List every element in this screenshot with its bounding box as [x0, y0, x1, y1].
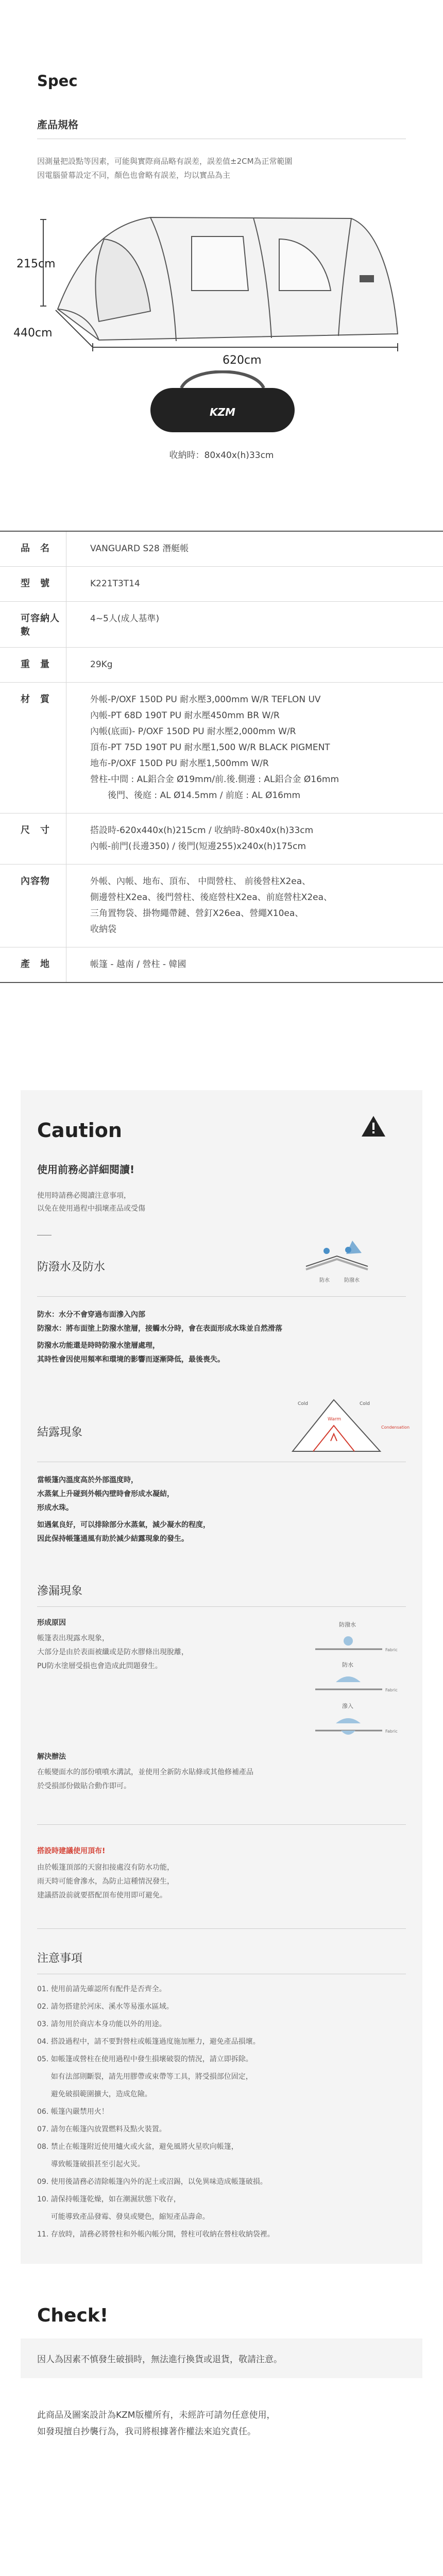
notice-item: 02. 請勿搭建於河床、溪水等易漲水區域。: [37, 2003, 174, 2011]
seepage-title: 滲漏現象: [37, 1585, 83, 1598]
notice-item: 可能導致產品發霉、發臭或變色，縮短產品壽命。: [37, 2213, 210, 2221]
notice-item: 03. 請勿用於商店本身功能以外的用途。: [37, 2020, 166, 2028]
spec-note: [37, 155, 406, 182]
warning-icon: [361, 1115, 386, 1138]
spec-row-label: 內容物: [21, 876, 50, 887]
fig-label: 防水: [319, 1278, 330, 1283]
spec-table-row: [0, 567, 443, 602]
spec-value-line: 內帳-前門(長邊350) / 後門(短邊255)x240x(h)175cm: [90, 841, 306, 852]
spec-value-line: 地布-P/OXF 150D PU 耐水壓1,500mm W/R: [90, 758, 269, 769]
fig-label: Fabric: [385, 1729, 398, 1734]
seepage-fix-title: 解決辦法: [37, 1753, 66, 1761]
spec-note-line: 因測量把設點等因素，可能與實際商品略有誤差，誤差值±2CM為正常範圍: [37, 157, 293, 166]
spec-row-value: [66, 648, 443, 682]
text-line: 因此保持帳篷通風有助於減少結露現象的發生。: [37, 1535, 189, 1543]
spec-value-line: 4~5人(成人基準): [90, 614, 160, 624]
caution-intro: [37, 1190, 406, 1215]
spec-value-line: 外帳-P/OXF 150D PU 耐水壓3,000mm W/R TEFLON UV: [90, 694, 321, 705]
spec-value-line: 後門、後庭 : AL Ø14.5mm / 前庭 : AL Ø16mm: [90, 790, 301, 801]
caution-section: [0, 1090, 443, 2264]
notice-title: 注意事項: [37, 1952, 83, 1965]
recommend-title: 搭設時建議使用頂布!: [37, 1847, 106, 1855]
spec-value-line: VANGUARD S28 潛艇帳: [90, 544, 189, 554]
seepage-cause-title: 形成原因: [37, 1619, 66, 1627]
copyright-line: 如發現擅自抄襲行為，我司將根據著作權法來追究責任。: [37, 2427, 256, 2437]
spec-value-line: 收納袋: [90, 924, 116, 935]
page-bottom-spacer: [0, 2440, 443, 2461]
bag-caption: 收納時：80x40x(h)33cm: [169, 450, 274, 461]
text-line: 在帳變面水的部份噴噴水溝試，並使用全新防水貼條或其他修補產品: [37, 1768, 253, 1776]
waterproof-header: [37, 1235, 406, 1292]
caution-box: [21, 1090, 422, 2264]
spec-value-line: K221T3T14: [90, 579, 140, 589]
spec-table: [0, 531, 443, 983]
fig-label: 防潑水: [344, 1278, 360, 1283]
condensation-title: 結露現象: [37, 1426, 83, 1439]
spec-table-row: [0, 683, 443, 814]
fig-label: Condensation: [381, 1425, 410, 1430]
spec-row-value: [66, 683, 443, 813]
spec-table-row: [0, 602, 443, 648]
fig-label: 防水: [342, 1662, 353, 1668]
check-section: [0, 2305, 443, 2378]
seepage-fix: [37, 1751, 406, 1793]
caution-subtitle: 使用前務必詳細閱讀!: [37, 1163, 135, 1176]
tent-illustration: [37, 188, 406, 363]
spec-note-line: 因電腦螢幕設定不同，顏色也會略有誤差，均以實品為主: [37, 171, 231, 180]
spec-row-label: 品 名: [21, 543, 50, 554]
text-line: 當帳篷內溫度高於外部溫度時，: [37, 1476, 138, 1484]
notice-item: 避免破損範圍擴大，造成危險。: [37, 2090, 152, 2098]
spec-row-label: 尺 寸: [21, 825, 50, 836]
spec-row-label: 產 地: [21, 959, 50, 970]
spec-row-label: 重 量: [21, 659, 50, 670]
spec-value-line: 帳篷 - 越南 / 營柱 - 韓國: [90, 959, 186, 970]
caution-title: Caution: [37, 1119, 122, 1142]
fig-label: Fabric: [385, 1688, 398, 1692]
divider: [37, 1928, 406, 1929]
notice-item: 07. 請勿在帳篷內放置燃料及點火裝置。: [37, 2125, 166, 2133]
notice-item: 10. 請保持帳篷乾燥，如在潮濕狀態下收存，: [37, 2195, 181, 2204]
carry-bag-illustration: [37, 370, 406, 448]
check-box: 因人為因素不慎發生破損時，無法進行換貨或退貨，敬請注意。: [21, 2338, 422, 2378]
recommend-block: [37, 1845, 406, 1903]
spec-table-row: [0, 648, 443, 683]
text-line: 帳篷表出現露水現象，: [37, 1634, 109, 1642]
depth-label: 440cm: [13, 327, 53, 340]
waterproof-title: 防潑水及防水: [37, 1261, 106, 1274]
text-line: 防潑水功能還是時時防潑水塗層處理，: [37, 1342, 160, 1350]
tent-dimension-figure: [13, 188, 406, 461]
fig-label: Fabric: [385, 1648, 398, 1652]
divider: [37, 1606, 406, 1607]
fig-label: 滲入: [342, 1703, 353, 1709]
notice-list: [37, 1980, 406, 2243]
text-line: 於受損部份做貼合動作即可。: [37, 1782, 131, 1790]
spec-table-row: [0, 865, 443, 947]
copyright-line: 此商品及圖案設計為KZM版權所有，未經許可請勿任意使用，: [37, 2410, 276, 2420]
fig-label: 防潑水: [339, 1621, 356, 1628]
text-line: 建議搭設前就要搭配頂布使用即可避免。: [37, 1891, 167, 1900]
spec-row-label: 可容納人數: [21, 613, 60, 637]
notice-item: 08. 禁止在帳篷附近使用爐火或火盆，避免風將火星吹向帳篷，: [37, 2143, 238, 2151]
width-label: 620cm: [223, 354, 262, 367]
waterproof-text: [37, 1308, 406, 1367]
height-label: 215cm: [16, 258, 56, 270]
spec-row-value: [66, 567, 443, 601]
waterproof-diagram: [301, 1235, 373, 1287]
notice-item: 01. 使用前請先確認所有配件是否齊全。: [37, 1985, 166, 1993]
spec-value-line: 側邊營柱X2ea、後門營柱、後庭營柱X2ea、前庭營柱X2ea、: [90, 892, 333, 903]
spec-row-value: [66, 532, 443, 566]
divider: [37, 1824, 406, 1825]
notice-item: 11. 存放時，請務必將營柱和外帳內帳分開，營柱可收納在營柱收納袋裡。: [37, 2230, 275, 2239]
spec-value-line: 營柱-中間 : AL鋁合金 Ø19mm/前.後.側邊 : AL鋁合金 Ø16mm: [90, 774, 339, 785]
notice-item: 06. 帳篷內嚴禁用火！: [37, 2108, 109, 2116]
spec-value-line: 內帳-PT 68D 190T PU 耐水壓450mm BR W/R: [90, 710, 280, 721]
fig-label: Warm: [328, 1417, 342, 1422]
spec-table-row: [0, 947, 443, 982]
text-line: 大部分是由於表面被纖或是防水膠條出現脫離，: [37, 1648, 189, 1656]
divider: [37, 1296, 406, 1297]
condensation-header: [37, 1389, 410, 1462]
spec-row-label: 型 號: [21, 578, 50, 589]
condensation-text: [37, 1473, 406, 1546]
spec-value-line: 搭設時-620x440x(h)215cm / 收納時-80x40x(h)33cm: [90, 825, 314, 836]
spec-value-line: 內帳(底面)- P/OXF 150D PU 耐水壓2,000mm W/R: [90, 726, 296, 737]
spec-heading: Spec: [37, 72, 78, 90]
copyright-notice: [0, 2407, 443, 2440]
check-title: Check!: [37, 2305, 109, 2326]
text-line: 其時性會因使用頻率和環境的影響而逐漸降低，最後喪失。: [37, 1355, 225, 1364]
text-line: 形成水珠。: [37, 1504, 73, 1512]
fig-label: Cold: [360, 1401, 370, 1406]
condensation-diagram: [282, 1389, 416, 1462]
text-line: 由於帳篷頂部的天窗扣接處沒有防水功能，: [37, 1863, 174, 1872]
spec-row-value: [66, 865, 443, 947]
notice-item: 09. 使用後請務必清除帳篷內外的泥土或沼錫，以免異味造成帳篷破損。: [37, 2178, 267, 2186]
fig-label: Cold: [298, 1401, 309, 1406]
notice-item: 05. 如帳篷或營柱在使用過程中發生損壞破裂的情況，請立即拆除。: [37, 2055, 253, 2063]
spec-table-row: [0, 814, 443, 865]
spec-row-value: [66, 947, 443, 982]
spec-subheading: 產品規格: [37, 118, 78, 131]
notice-item: 如有法部則斷裂，請先用膠帶或束帶等工具，將受損部位固定，: [37, 2073, 253, 2081]
caution-intro-line: 以免在使用過程中損壞產品或受傷: [37, 1205, 145, 1213]
spec-value-line: 外帳、內帳、地布、頂布、 中間營柱、 前後營柱X2ea、: [90, 876, 311, 887]
text-line: PU防水塗層受損也會造成此問題發生。: [37, 1662, 162, 1670]
text-line: 防潑水：將布面塗上防潑水塗層，接觸水分時，會在表面形成水珠並自然滑落: [37, 1325, 282, 1333]
seepage-diagram: [305, 1617, 408, 1746]
text-line: 水蒸氣上升碰到外帳內壁時會形成水凝結，: [37, 1490, 174, 1498]
spec-row-value: [66, 602, 443, 647]
seepage-block: [37, 1617, 406, 1746]
text-line: 防水：水分不會穿過布面滲入內部: [37, 1311, 145, 1319]
notice-item: 導致帳篷破損甚至引起火災。: [37, 2160, 145, 2168]
spec-row-value: [66, 814, 443, 864]
spec-value-line: 三角置物袋、掛物繩帶鏈、營釘X26ea、營繩X10ea、: [90, 908, 304, 919]
spec-row-label: 材 質: [21, 694, 50, 705]
bag-logo: KZM: [210, 406, 235, 418]
text-line: 雨天時可能會滲水，為防止這種情況發生，: [37, 1877, 174, 1886]
caution-intro-line: 使用時請務必閱讀注意事項，: [37, 1192, 131, 1200]
spec-table-row: [0, 532, 443, 567]
spec-section: [0, 0, 443, 531]
spec-value-line: 29Kg: [90, 659, 113, 670]
text-line: 如遇氣良好，可以排除部分水蒸氣，減少凝水的程度，: [37, 1521, 210, 1529]
spec-value-line: 頂布-PT 75D 190T PU 耐水壓1,500 W/R BLACK PIGMENT: [90, 742, 330, 753]
notice-item: 04. 搭設過程中，請不要對營柱或帳篷過度施加壓力，避免產品損壞。: [37, 2038, 260, 2046]
